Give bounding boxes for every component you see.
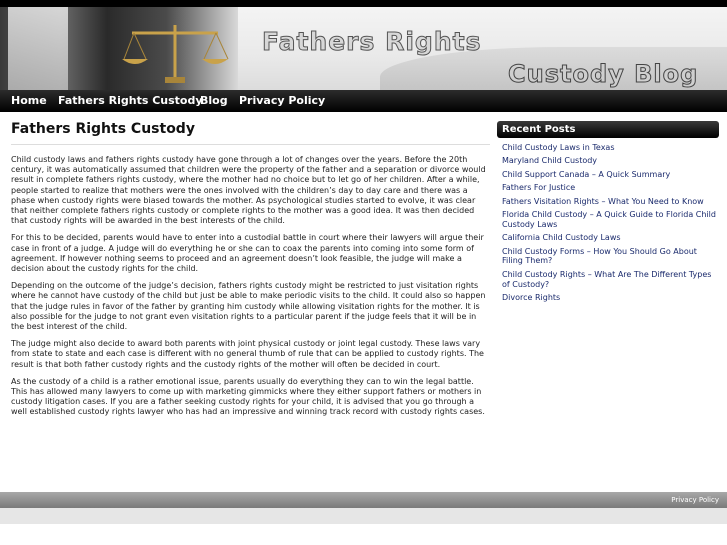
recent-post-link[interactable]: Fathers For Justice [502,183,576,193]
recent-post-link[interactable]: California Child Custody Laws [502,233,621,243]
header-photo-figure [8,7,68,90]
top-black-bar [0,0,727,7]
title-divider [11,144,490,145]
nav-blog[interactable]: Blog [200,94,228,107]
nav-home[interactable]: Home [11,94,47,107]
article-paragraph: Child custody laws and fathers rights custody have gone through a lot of changes over the years. Before the 20th century, it was automatically assumed that children were the property of the father and a separation or divorce would result in complete fathers rights custody, where the mother had no choice but to let go of her children. After a while, people started to realize that mothers were the ones involved with the children’s day to day care and there was a phase when custody rights were biased towards the mother. As psychological studies started to evolve, it was clear that neither complete fathers rights custody or complete rights to the mother was a good idea. It was then decided that custody rights will be awarded in the best interests of the child. [11,155,486,226]
nav-privacy-policy[interactable]: Privacy Policy [239,94,326,107]
recent-post-link[interactable]: Child Custody Rights – What Are The Different Types of Custody? [502,269,712,289]
footer-privacy-policy-link[interactable]: Privacy Policy [671,496,719,504]
recent-posts-list [497,143,719,303]
sidebar [497,121,719,306]
recent-post-link[interactable]: Child Support Canada – A Quick Summary [502,169,671,179]
site-title-line2: Custody Blog [508,60,699,88]
site-title-line1: Fathers Rights [262,27,482,56]
main-nav [0,90,727,112]
article-paragraph: For this to be decided, parents would have to enter into a custodial battle in court where their lawyers will argue their case in front of a judge. A judge will do everything he or she can to coax the parents into coming into some form of agreement. If however nothing seems to proceed and an agreement doesn’t look feasible, the judge will make a decision about the custody rights for the child. [11,233,484,274]
recent-post-link[interactable]: Maryland Child Custody [502,156,598,166]
recent-post-link[interactable]: Fathers Visitation Rights – What You Need to Know [502,196,704,206]
article-paragraph: Depending on the outcome of the judge’s decision, fathers rights custody might be restricted to just visitation rights where he cannot have custody of the child but just be able to make periodic visits to the child. It could also so happen that the judge rules in favor of the father by granting him custody while allowing visitation rights for the mother. It is also possible for the judge to not grant even visitation rights to a particular parent if the judge feels that it will be in the best interest of the child. [11,281,486,332]
header-photo [0,7,238,90]
recent-post-link[interactable]: Child Custody Laws in Texas [502,143,615,152]
article-paragraph: As the custody of a child is a rather emotional issue, parents usually do everything they can to win the legal battle. This has allowed many lawyers to come up with marketing gimmicks where they either support fathers or mothers in custody litigation cases. If you are a father seeking custody rights for your child, it is advised that you go through a well established custody rights lawyer who has had an impressive and winning track record with custody rights cases. [11,376,485,417]
recent-posts-heading: Recent Posts [497,121,719,138]
header-banner [0,7,727,90]
nav-fathers-rights-custody[interactable]: Fathers Rights Custody [58,94,203,107]
page-title: Fathers Rights Custody [11,121,195,137]
main-content [11,118,490,425]
footer-shadow [0,508,727,524]
scales-of-justice-icon [120,21,230,85]
footer-bar [0,492,727,508]
recent-post-link[interactable]: Divorce Rights [502,292,561,302]
recent-post-link[interactable]: Child Custody Forms – How You Should Go About Filing Them? [502,246,697,266]
article-paragraph: The judge might also decide to award both parents with joint physical custody or joint legal custody. These laws vary from state to state and each case is different with no general thumb of rule that can be applied to custody rights. The result is that both father custody rights and the custody rights of the mother will often be decided in court. [11,339,484,369]
recent-post-link[interactable]: Florida Child Custody – A Quick Guide to Florida Child Custody Laws [502,209,716,229]
